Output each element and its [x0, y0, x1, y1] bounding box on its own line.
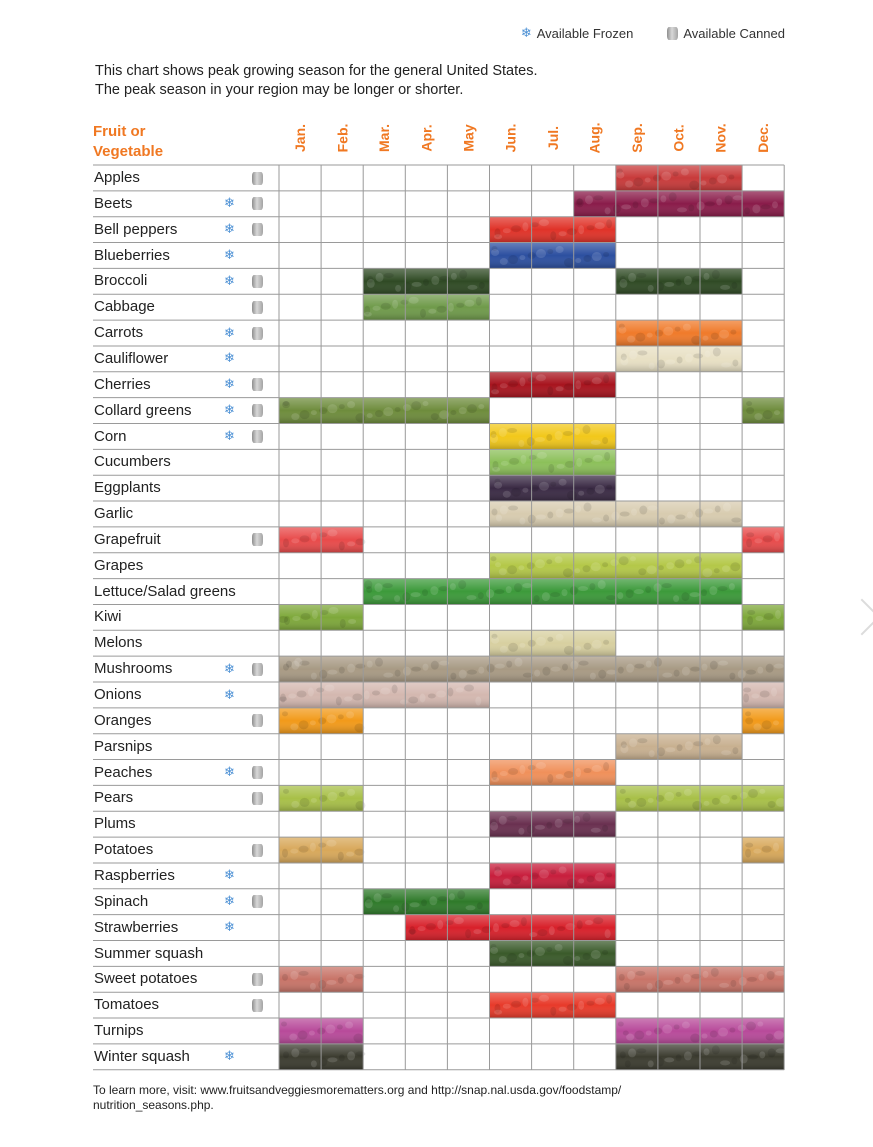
month-text: Jul. [544, 125, 561, 151]
produce-name-spinach: Spinach [94, 892, 149, 910]
peak-bar-raspberries [490, 863, 616, 889]
produce-name-peaches: Peaches [94, 763, 153, 781]
produce-name-broccoli: Broccoli [94, 272, 148, 290]
peak-bar-sweet-potatoes [279, 966, 364, 992]
snowflake-icon: ❄ [224, 196, 235, 212]
peak-bar-winter-squash [616, 1044, 786, 1070]
snowflake-icon: ❄ [224, 222, 235, 238]
month-text: Apr. [418, 124, 435, 152]
produce-name-cherries: Cherries [94, 375, 151, 393]
snowflake-icon: ❄ [520, 26, 532, 41]
peak-bar-kiwi [742, 604, 784, 630]
produce-name-beets: Beets [94, 194, 133, 212]
can-icon [252, 268, 263, 294]
snowflake-icon: ❄ [224, 273, 235, 289]
produce-name-cabbage: Cabbage [94, 298, 155, 316]
intro-line-1: This chart shows peak growing season for the general United States. [95, 63, 538, 79]
can-icon [252, 966, 263, 992]
produce-name-eggplants: Eggplants [94, 479, 161, 497]
chevron-right-icon[interactable] [847, 590, 873, 650]
header-line-2: Vegetable [93, 143, 164, 160]
peak-bar-potatoes [742, 837, 784, 863]
produce-name-plums: Plums [94, 815, 136, 833]
peak-bar-cauliflower [616, 346, 742, 372]
snowflake-icon: ❄ [224, 429, 235, 444]
produce-name-mushrooms: Mushrooms [94, 660, 173, 678]
peak-bar-onions [279, 682, 490, 708]
peak-bar-broccoli [363, 268, 489, 294]
peak-bar-lettuce-salad-greens [363, 579, 742, 605]
peak-bar-melons [490, 630, 616, 656]
can-icon [252, 398, 263, 424]
peak-bar-collard-greens [279, 398, 490, 424]
legend-canned-label: Available Canned [683, 26, 785, 41]
peak-bar-carrots [616, 320, 742, 346]
month-text: Jan. [291, 123, 308, 153]
peak-bar-pears [279, 785, 365, 811]
produce-name-kiwi: Kiwi [94, 608, 122, 626]
peak-bar-cabbage [363, 294, 489, 320]
produce-name-strawberries: Strawberries [94, 918, 179, 936]
produce-name-pears: Pears [94, 789, 134, 807]
header-line-1: Fruit or [93, 123, 146, 140]
can-icon [252, 837, 263, 863]
can-icon [252, 760, 263, 786]
can-icon [252, 656, 263, 682]
peak-bar-cucumbers [490, 449, 616, 475]
produce-name-blueberries: Blueberries [94, 246, 170, 264]
peak-bar-onions [742, 682, 784, 708]
can-icon [252, 294, 263, 320]
snowflake-icon: ❄ [224, 765, 235, 781]
footer-note [93, 1083, 793, 1113]
snowflake-icon: ❄ [224, 894, 235, 910]
can-icon [252, 424, 263, 450]
month-text: Sep. [628, 123, 645, 153]
can-icon [252, 191, 263, 217]
peak-bar-blueberries [490, 243, 616, 269]
month-text: Nov. [713, 123, 729, 153]
legend-frozen-label: Available Frozen [536, 26, 634, 41]
produce-name-parsnips: Parsnips [94, 737, 153, 755]
can-icon [252, 372, 263, 398]
snowflake-icon: ❄ [224, 1049, 235, 1065]
peak-bar-summer-squash [490, 941, 616, 967]
peak-bar-spinach [363, 889, 489, 915]
produce-name-onions: Onions [94, 686, 142, 703]
snowflake-icon: ❄ [224, 377, 235, 393]
peak-bar-winter-squash [279, 1044, 365, 1070]
peak-bar-grapefruit [742, 527, 784, 553]
footer-line-1: To learn more, visit: www.fruitsandveggiesmorematters.org and http://snap.nal.usda.gov/foodstamp/ [93, 1083, 622, 1097]
snowflake-icon: ❄ [224, 661, 235, 677]
peak-bar-corn [490, 424, 616, 450]
peak-bar-eggplants [490, 475, 616, 501]
snowflake-icon: ❄ [224, 868, 235, 884]
peak-bar-grapefruit [279, 527, 365, 553]
produce-name-sweet-potatoes: Sweet potatoes [94, 970, 198, 988]
peak-bar-collard-greens [742, 398, 784, 424]
produce-name-summer-squash: Summer squash [94, 944, 204, 962]
snowflake-icon: ❄ [224, 248, 235, 264]
intro-line-2: The peak season in your region may be longer or shorter. [95, 82, 464, 98]
snowflake-icon: ❄ [224, 325, 235, 341]
produce-name-garlic: Garlic [94, 505, 134, 523]
produce-name-melons: Melons [94, 634, 143, 652]
produce-name-corn: Corn [94, 427, 127, 445]
month-text: Jun. [502, 123, 519, 153]
peak-bar-potatoes [279, 837, 364, 863]
produce-name-cauliflower: Cauliflower [94, 349, 169, 367]
can-icon [252, 217, 263, 243]
produce-name-turnips: Turnips [94, 1022, 144, 1040]
produce-name-carrots: Carrots [94, 324, 144, 342]
peak-bar-cherries [490, 372, 616, 398]
produce-name-winter-squash: Winter squash [94, 1047, 190, 1065]
snowflake-icon: ❄ [224, 920, 235, 936]
snowflake-icon: ❄ [224, 351, 235, 367]
snowflake-icon: ❄ [224, 687, 235, 703]
month-text: Aug. [586, 122, 603, 154]
peak-bar-parsnips [616, 734, 742, 760]
peak-bar-strawberries [405, 915, 616, 941]
peak-bar-oranges [279, 708, 364, 734]
peak-bar-bell-peppers [490, 217, 616, 243]
peak-bar-peaches [490, 760, 616, 786]
produce-name-apples: Apples [94, 169, 140, 186]
produce-name-potatoes: Potatoes [94, 841, 154, 859]
can-icon [252, 165, 263, 191]
can-icon [252, 992, 263, 1018]
month-text: Feb. [334, 123, 351, 153]
month-text: Mar. [376, 123, 393, 153]
peak-bar-tomatoes [490, 992, 616, 1018]
can-icon [252, 320, 263, 346]
footer-line-2: nutrition_seasons.php. [93, 1098, 214, 1112]
produce-name-raspberries: Raspberries [94, 866, 175, 884]
produce-name-grapefruit: Grapefruit [94, 530, 161, 548]
peak-bar-beets [574, 191, 785, 217]
month-text: May [460, 124, 477, 152]
peak-bar-broccoli [616, 268, 742, 294]
produce-name-bell-peppers: Bell peppers [94, 220, 178, 238]
peak-bar-apples [616, 165, 742, 191]
peak-bar-pears [616, 785, 786, 811]
produce-name-oranges: Oranges [94, 711, 152, 729]
produce-name-tomatoes: Tomatoes [94, 996, 160, 1014]
produce-name-collard-greens: Collard greens [94, 401, 192, 419]
peak-bar-plums [490, 811, 616, 837]
produce-name-grapes: Grapes [94, 556, 144, 574]
month-text: Dec. [755, 123, 772, 153]
snowflake-icon: ❄ [224, 403, 235, 419]
can-icon [252, 889, 263, 915]
can-icon [252, 785, 263, 811]
can-icon [252, 708, 263, 734]
peak-bar-oranges [742, 708, 784, 734]
produce-name-cucumbers: Cucumbers [94, 453, 171, 471]
produce-name-lettuce-salad-greens: Lettuce/Salad greens [94, 582, 236, 600]
month-text: Oct. [670, 124, 687, 152]
can-icon [252, 527, 263, 553]
